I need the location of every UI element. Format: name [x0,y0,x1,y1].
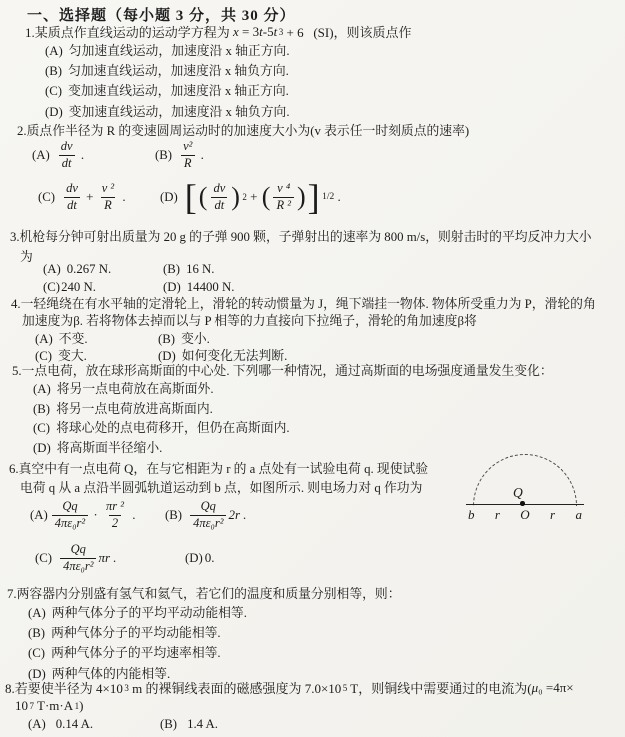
option-label: (B) [160,717,178,731]
option-label: (A) [32,147,50,162]
q8-stem-line-2 [15,698,83,714]
formula-text: . [129,507,136,522]
option-text: 两种气体分子的平均动能相等. [51,626,221,641]
fraction-denominator: dt [211,197,227,212]
fraction [210,182,228,211]
q8-stem-text-2: 10 7 T·m·A 1 ) [15,698,84,713]
formula-text: 2r . [228,507,247,522]
fraction [180,140,195,169]
q5-option-c [33,419,290,439]
q2-option-c [38,177,126,217]
option-label: (D) [160,189,178,204]
q2-option-b [155,139,204,171]
option-formula [61,182,126,211]
option-label: (B) [33,401,51,416]
option-formula [58,543,116,572]
q8-option-a [28,717,93,732]
option-formula [205,550,215,566]
fraction-denominator: R [181,155,195,170]
figure-label-o: O [520,507,530,522]
option-text: 14400 N. [186,280,235,294]
fraction [60,543,96,572]
fraction [99,182,117,211]
formula-text: . [119,189,126,204]
q6-option-b [165,498,247,532]
option-label: (B) [45,64,63,79]
option-label: (C) [45,84,63,99]
option-formula [178,140,204,169]
fraction-denominator: dt [59,155,75,170]
q1-option-a [45,41,290,61]
option-label: (C) [38,189,56,204]
option-text: 将高斯面半径缩小. [56,441,163,456]
option-text: 0.267 N. [66,262,112,276]
formula-text: + 6 (SI)，则该质点作 [283,25,412,40]
figure-label-b: b [468,507,475,522]
fraction-numerator: Qq [62,499,78,514]
option-label: (C) [35,349,53,363]
section-title: 一、选择题（每小题 3 分，共 30 分） [27,8,296,24]
formula-text: ₀ =4π× [538,679,574,695]
q5-option-d [33,439,290,459]
formula-text: πr . [98,550,117,565]
option-label: (D) [28,666,46,681]
q5-option-b [33,400,290,420]
fraction-denominator: R [101,197,115,212]
option-text: 240 N. [61,280,96,294]
q7-option-c [28,643,247,663]
option-text: 变大. [58,349,87,363]
option-text: 匀加速直线运动，加速度沿 x 轴正方向. [68,44,290,58]
fraction [63,182,81,211]
fraction-denominator: dt [64,197,80,212]
fraction-numerator: v² [183,139,193,154]
q5-option-a [33,380,290,400]
q6-option-d [185,541,215,575]
option-text: 将另一点电荷放在高斯面外. [56,382,214,396]
figure-charge-label: Q [513,485,523,500]
option-formula [188,500,246,529]
q5-stem: 5.一点电荷，放在球形高斯面的中心处. 下列哪一种情况，通过高斯面的电场强度通量发生变化： [12,364,553,378]
formula-text: -5 [262,23,274,39]
fraction-numerator: dv [60,139,73,154]
option-label: (D) [163,280,181,294]
q7-stem: 7.两容器内分别盛有氢气和氦气，若它们的温度和质量分别相等，则： [7,587,401,601]
option-text: 变小. [181,332,210,346]
q5-options [33,380,290,459]
q3-option-b [163,262,215,277]
option-label: (C) [43,280,61,294]
q6-figure [466,452,584,530]
q6-stem-line-2: 电荷 q 从 a 点沿半圆弧轨道运动到 b 点，如图所示. 则电场力对 q 作功为 [20,481,423,495]
fraction-numerator: Qq [200,499,216,514]
option-text: 0.14 A. [55,717,94,731]
formula-text: · [90,507,102,522]
q8-stem-line-1 [5,678,574,697]
figure-label-a: a [575,507,582,522]
option-label: (B) [165,507,183,522]
q4-stem-line-1: 4.一轻绳绕在有水平轴的定滑轮上，滑轮的转动惯量为 J，绳下端挂一物体. 物体所受重力为 P，滑轮的角 [11,297,596,311]
q1-option-b [45,61,290,81]
q1-option-d [45,102,290,122]
q7-options [28,603,247,684]
option-text: 变加速直线运动，加速度沿 x 轴负方向. [68,104,290,119]
q6-option-c [35,541,117,575]
q7-option-a [28,603,247,623]
option-label: (D) [158,349,176,363]
q2-option-d [160,177,341,217]
fraction [273,182,294,211]
option-text: 如何变化无法判断. [181,349,288,363]
option-label: (A) [45,44,63,58]
formula-text: 10 [15,698,28,713]
formula-text: . [77,147,85,162]
fraction-denominator: 4πε₀r² [52,515,88,530]
option-label: (A) [33,382,51,396]
fraction-numerator: v ² [101,181,115,196]
option-text: 两种气体分子的平均平动动能相等. [51,606,247,620]
fraction-numerator: Qq [70,542,86,557]
option-text: 将球心处的点电荷移开，但仍在高斯面内. [56,421,290,436]
fraction [52,500,88,529]
fraction-denominator: R ² [273,197,294,212]
fraction-numerator: dv [66,181,78,196]
option-text: 将另一点电荷放进高斯面内. [56,401,213,416]
option-formula [50,500,136,529]
formula-text: T·m·A [34,698,74,713]
q2-stem: 2.质点作半径为 R 的变速圆周运动时的加速度大小为(v 表示任一时刻质点的速率) [17,124,470,138]
formula-text: 1.某质点作直线运动的运动学方程为 [25,25,234,40]
formula-text: m 的裸铜线表面的磁感强度为 7.0×10 [128,681,342,696]
formula-text: . [197,147,204,162]
q3-option-a [43,262,111,277]
option-label: (C) [33,421,51,436]
q6-option-a [30,498,136,532]
q8-option-b [160,717,218,732]
q7-option-b [28,623,247,643]
formula-text: t [273,23,278,39]
option-text: 两种气体分子的平均速率相等. [51,646,221,661]
formula-text: μ [531,679,539,695]
q1-option-c [45,81,290,101]
semicircle-arc [473,454,577,506]
option-text: 变加速直线运动，加速度沿 x 轴正方向. [68,84,289,99]
fraction-denominator: 4πε₀r² [60,558,96,573]
q3-stem-line-1: 3.机枪每分钟可射出质量为 20 g 的子弹 900 颗，子弹射出的速率为 800 m/s，则射击时的平均反冲力大小 [10,230,592,244]
option-label: (A) [30,507,48,522]
q1-stem [25,22,412,41]
formula-text: 0. [204,550,215,565]
formula-text: T，则铜线中需要通过的电流为( [347,681,532,696]
formula-text: = 3 [238,23,260,39]
figure-axis-labels [466,507,584,523]
option-label: (D) [45,104,63,119]
figure-baseline [466,504,584,505]
fraction-numerator: πr ² [106,499,125,514]
formula-text: 8.若要使半径为 4×10 [5,681,123,696]
option-text: 不变. [58,332,88,346]
formula-text: + [82,189,97,204]
formula-text: ) [79,698,84,713]
option-label: (C) [35,550,53,565]
q3-stem-line-2: 为 [20,250,33,264]
q6-stem-line-1: 6.真空中有一点电荷 Q，在与它相距为 r 的 a 点处有一试验电荷 q. 现使试验 [9,462,429,476]
fraction-numerator: v ⁴ [277,181,291,196]
q1-options [45,41,290,122]
figure-center-dot [520,501,525,506]
formula-text: + [246,189,261,204]
option-formula [56,140,84,169]
option-text: 1.4 A. [187,717,218,731]
q1-stem-text: 1.某质点作直线运动的运动学方程为 x = 3 t -5 t 3 + 6 (SI)，则该质点作 [25,23,412,40]
option-text: 两种气体的内能相等. [51,666,171,681]
option-label: (A) [43,262,61,276]
option-label: (A) [28,717,46,731]
option-label: (B) [155,147,173,162]
figure-label-r-left: r [494,507,500,522]
option-label: (D) [33,441,51,456]
fraction-numerator: dv [213,181,226,196]
q4-stem-line-2: 加速度为β. 若将物体去掉而以与 P 相等的力直接向下拉绳子，滑轮的角加速度β将 [22,314,477,328]
option-label: (D) [185,550,203,565]
option-label: (B) [28,626,46,641]
formula-text: . [334,189,341,204]
option-formula: [ ( $\frac{dv}{dt}$ ) 2 + ( $\frac{\text{v ⁴}}{\text{R ²}}$ ) ] 1/2 . [184,177,341,217]
formula-text: t [259,23,263,39]
option-text: 匀加速直线运动，加速度沿 x 轴负方向. [68,64,289,79]
q8-stem-text-1: 8.若要使半径为 4×10 3 m 的裸铜线表面的磁感强度为 7.0×10 5 T，则铜线中需要通过的电流为( μ ₀ =4π× [5,679,574,696]
fraction-denominator: 4πε₀r² [190,515,226,530]
option-label: (B) [163,262,181,276]
option-label: (A) [35,332,53,346]
fraction-denominator: 2 [109,515,121,530]
fraction [58,140,76,169]
figure-label-r-right: r [550,507,556,522]
option-label: (B) [158,332,176,346]
q2-option-a [32,139,84,171]
option-label: (A) [28,606,46,620]
option-label: (C) [28,646,46,661]
fraction [103,500,127,529]
option-text: 16 N. [186,262,215,276]
formula-text: x [233,23,239,39]
fraction [190,500,226,529]
